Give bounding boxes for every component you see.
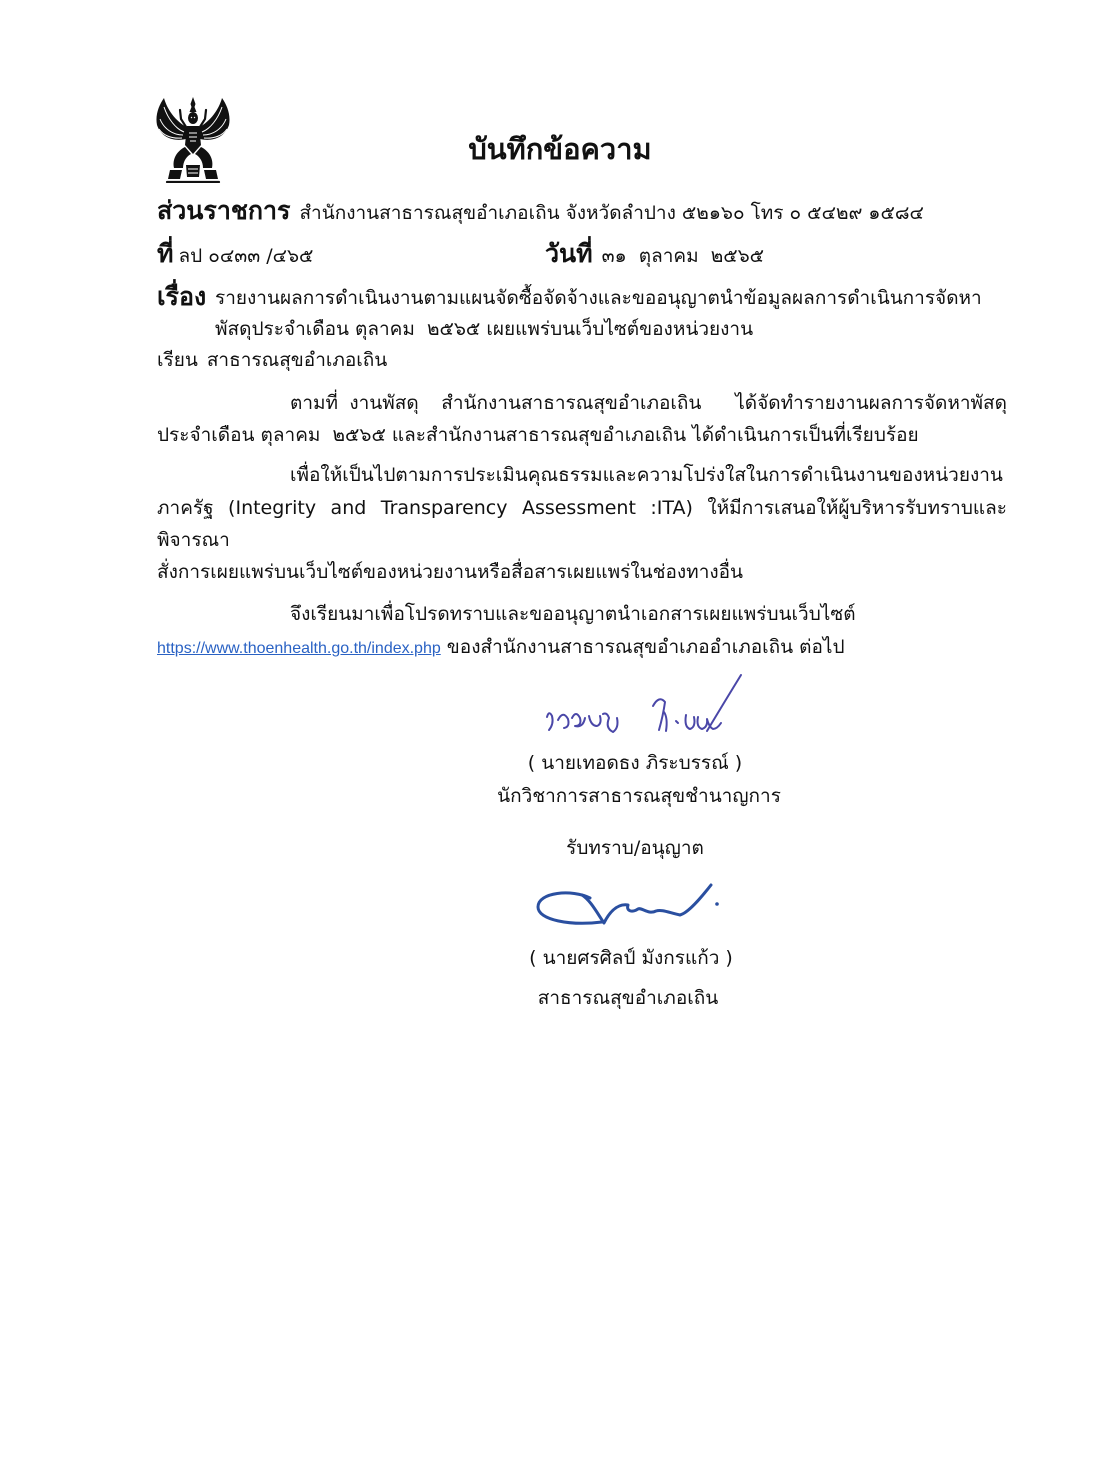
salutation-label: เรียน <box>157 349 198 371</box>
memo-title: บันทึกข้อความ <box>468 132 652 166</box>
subject-line-1: รายงานผลการดำเนินงานตามแผนจัดซื้อจัดจ้างและขออนุญาตนำข้อมูลผลการดำเนินการจัดหา <box>215 287 982 309</box>
memo-content <box>157 196 1007 1014</box>
date-label: วันที่ <box>545 239 593 268</box>
salutation-value: สาธารณสุขอำเภอเถิน <box>206 349 388 371</box>
date-group <box>545 239 764 272</box>
reference-group <box>157 239 545 272</box>
agency-value: สำนักงานสาธารณสุขอำเภอเถิน จังหวัดลำปาง ๕๒๑๖๐ โทร ๐ ๕๔๒๙ ๑๕๘๔ <box>299 202 924 224</box>
agency-row <box>157 196 1007 229</box>
paragraph-3-line-2 <box>157 631 1007 665</box>
paragraph-2-line-1: เพื่อให้เป็นไปตามการประเมินคุณธรรมและความโปร่งใสในการดำเนินงานของหน่วยงาน <box>290 464 1003 486</box>
subject-line-2: พัสดุประจำเดือน ตุลาคม ๒๕๖๕ เผยแพร่บนเว็บไซต์ของหน่วยงาน <box>215 318 754 340</box>
approval-note: รับทราบ/อนุญาต <box>566 837 704 859</box>
link-trailing-text: ของสำนักงานสาธารณสุขอำเภออำเภอเถิน ต่อไป <box>440 636 845 658</box>
date-value: ๓๑ ตุลาคม ๒๕๖๕ <box>601 245 765 267</box>
website-link[interactable]: https://www.thoenhealth.go.th/index.php <box>157 640 441 657</box>
garuda-emblem <box>155 97 231 183</box>
paragraph-2-line-2: ภาครัฐ (Integrity and Transparency Assessment :ITA) ให้มีการเสนอให้ผู้บริหารรับทราบและพิจารณา <box>157 497 1007 551</box>
reference-label: ที่ <box>157 239 174 268</box>
reference-value: ลป ๐๔๓๓ /๔๖๕ <box>178 245 314 267</box>
signer-2-position: สาธารณสุขอำเภอเถิน <box>537 987 719 1009</box>
signer-1-position: นักวิชาการสาธารณสุขชำนาญการ <box>497 785 781 807</box>
agency-label: ส่วนราชการ <box>157 196 291 225</box>
paragraph-1-line-1: ตามที่ งานพัสดุ สำนักงานสาธารณสุขอำเภอเถิน ได้จัดทำรายงานผลการจัดหาพัสดุ <box>290 392 1007 414</box>
subject-label: เรื่อง <box>157 282 207 311</box>
paragraph-2-line-3: สั่งการเผยแพร่บนเว็บไซต์ของหน่วยงานหรือสื่อสารเผยแพร่ในช่องทางอื่น <box>157 561 744 583</box>
paragraph-1-line-2: ประจำเดือน ตุลาคม ๒๕๖๕ และสำนักงานสาธารณสุขอำเภอเถิน ได้ดำเนินการเป็นที่เรียบร้อย <box>157 424 919 446</box>
subject-row <box>157 282 1007 314</box>
paragraph-3-line-1: จึงเรียนมาเพื่อโปรดทราบและขออนุญาตนำเอกสารเผยแพร่บนเว็บไซต์ <box>290 603 856 625</box>
signature-block-1 <box>435 671 835 1014</box>
signer-2-name: ( นายศรศิลป์ มังกรแก้ว ) <box>529 947 733 969</box>
signature-1-image <box>535 671 745 741</box>
reference-date-row <box>157 239 1007 272</box>
signer-1-name: ( นายเทอดธง ภิระบรรณ์ ) <box>527 752 743 774</box>
signature-2-image <box>530 876 725 934</box>
salutation-row <box>157 344 1007 376</box>
